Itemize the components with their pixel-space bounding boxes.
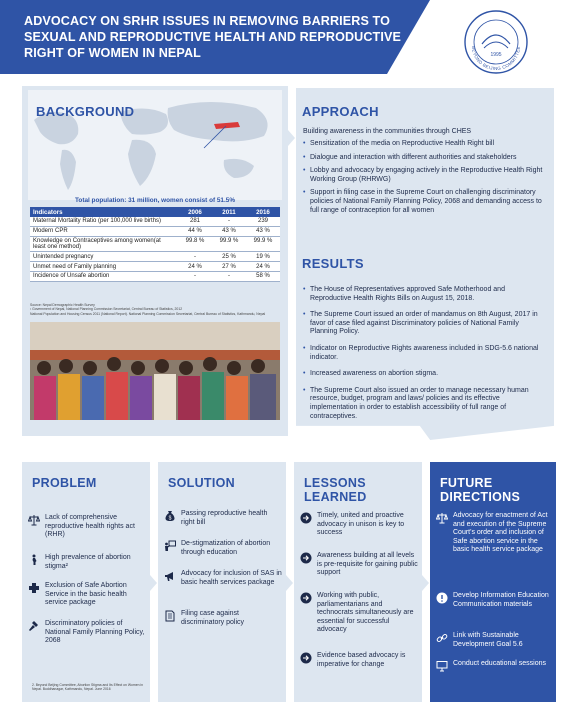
problem-item: Lack of comprehensive reproductive health rights act (RHR) [28,514,146,540]
connector-arrow [422,575,429,591]
table-row [30,226,280,236]
table-cell: Knowledge on Contraceptives among women(at least one method) [30,236,178,252]
note-line: ¹ Government of Nepal, National Planning Commission Secretariat, Central Bureau of Statistics, 2012 [30,307,183,312]
future-item: Conduct educational sessions [436,660,552,669]
future-heading [440,476,520,504]
table-cell: 43 % [212,226,246,236]
note-line: Source: Nepal Demographic Health Survey [30,303,95,307]
approach-intro: Building awareness in the communities through CHES [303,128,472,135]
table-cell: Incidence of Unsafe abortion [30,271,178,281]
document-icon [164,610,176,622]
table-row [30,252,280,262]
table-header-row [30,207,280,217]
scales-icon [28,514,40,526]
lessons-item: Working with public, parliamentarians and technocrats simultaneously are essential for successful advocacy [300,592,418,635]
table-row [30,236,280,252]
future-item: Link with Sustainable Development Goal 5.6 [436,632,552,649]
megaphone-icon [164,570,176,582]
presentation-board-icon [436,660,448,672]
table-cell: 99.9 % [246,236,280,252]
lessons-item: Timely, united and proactive advocacy in unison is key to success [300,512,418,538]
solution-item: Filing case against discriminatory policy [164,610,282,627]
background-heading: BACKGROUND [36,104,135,119]
list-item: • Indicator on Reproductive Rights awareness included in SDG-5.6 national indicator. [303,345,547,362]
problem-footnote: 2. Beyond Beijing Committee, Abortion Stigma and Its Effect on Women in Nepal. Buddhanagar, Kathmandu, Nepal. June 2016 [32,683,144,692]
table-cell: 43 % [246,226,280,236]
approach-heading: APPROACH [302,104,379,119]
table-cell: Unmet need of Family planning [30,262,178,272]
future-heading-line: FUTURE [440,476,493,490]
list-item: • Dialogue and interaction with different authorities and stakeholders [303,154,547,163]
lessons-item: Awareness building at all levels is pre-requisite for gaining public support [300,552,418,578]
future-column [430,462,556,702]
indicators-table [30,207,280,282]
teacher-icon [164,540,176,552]
list-item: • Increased awareness on abortion stigma. [303,370,547,379]
table-cell: Modern CPR [30,226,178,236]
scales-icon [436,512,448,524]
problem-item: Exclusion of Safe Abortion Service in the basic health service package [28,582,146,608]
table-cell: 24 % [178,262,212,272]
results-heading: RESULTS [302,256,364,271]
lessons-heading [304,476,367,504]
connector-arrow [288,130,295,146]
table-cell: - [212,271,246,281]
lessons-heading-line: LESSONS [304,476,366,490]
table-cell: - [178,252,212,262]
link-icon [436,632,448,644]
list-item: • Sensitization of the media on Reproductive Health Right bill [303,140,547,149]
lessons-heading-line: LEARNED [304,490,367,504]
money-bag-icon [164,510,176,522]
population-caption: Total population: 31 million, women consist of 51.5% [74,197,236,204]
solution-item: De-stigmatization of abortion through education [164,540,282,557]
arrow-right-circle-icon [300,592,312,604]
table-cell: 239 [246,217,280,226]
connector-arrow [286,575,293,591]
arrow-right-circle-icon [300,652,312,664]
exclamation-icon [436,592,448,604]
logo-text: BEYOND BEIJING COMMITTEE [470,45,522,72]
future-item: Advocacy for enactment of Act and execution of the Supreme Court's order and inclusion of Safe abortion service in the basic health service package [436,512,552,555]
solution-heading: SOLUTION [168,476,235,490]
gavel-icon [28,620,40,632]
solution-item: Advocacy for inclusion of SAS in basic health services package [164,570,282,587]
medical-cross-icon [28,582,40,594]
table-cell: 99.9 % [212,236,246,252]
problem-column [22,462,150,702]
page-title: ADVOCACY ON SRHR ISSUES IN REMOVING BARRIERS TO SEXUAL AND REPRODUCTIVE HEALTH AND REPRODUCTIVE RIGHT OF WOMEN IN NEPAL [24,14,401,60]
list-item: • The Supreme Court issued an order of mandamus on 8th August, 2017 in favor of case filed against Discriminatory policies of National Family Planning Policy. [303,311,547,337]
table-cell: 44 % [178,226,212,236]
logo-year: 1995 [490,52,502,58]
table-cell: - [178,271,212,281]
problem-item: High prevalence of abortion stigma² [28,554,146,571]
column-header: 2011 [212,207,246,217]
organization-logo [462,8,530,76]
solution-item: $ Passing reproductive health right bill [164,510,282,527]
table-row [30,262,280,272]
table-cell: - [212,217,246,226]
arrow-right-circle-icon [300,552,312,564]
column-header: 2016 [246,207,280,217]
table-cell: Unintended pregnancy [30,252,178,262]
approach-list [303,140,547,220]
problem-heading: PROBLEM [32,476,97,490]
future-heading-line: DIRECTIONS [440,490,521,504]
pregnant-woman-icon [28,554,40,566]
problem-item: Discriminatory policies of National Family Planning Policy, 2068 [28,620,146,646]
column-header: Indicators [30,207,178,217]
list-item: • The House of Representatives approved Safe Motherhood and Reproductive Health Rights Bills on August 15, 2018. [303,286,547,303]
table-cell: 281 [178,217,212,226]
arrow-right-circle-icon [300,512,312,524]
list-item: • Lobby and advocacy by engaging actively in the Reproductive Health Right Working Group (RHRWG) [303,167,547,184]
table-cell: Maternal Mortality Ratio (per 100,000 live births) [30,217,178,226]
solution-column [158,462,286,702]
table-cell: 19 % [246,252,280,262]
table-cell: 27 % [212,262,246,272]
table-cell: 25 % [212,252,246,262]
column-header: 2006 [178,207,212,217]
svg-text:$: $ [168,515,172,522]
note-line: National Population and Housing Census 2011 (National Report). National Planning Commission Secretariat, Central Bureau of Statistics, Kathmandu, Nepal [30,311,266,316]
lessons-column [294,462,422,702]
workshop-photo [30,322,280,420]
table-cell: 58 % [246,271,280,281]
table-source-notes [30,303,280,316]
table-cell: 24 % [246,262,280,272]
list-item: • The Supreme Court also issued an order to manage necessary human resource, budget, program and laws/ policies and its effective implementation in order to establish accessibility of full range of contraceptives. [303,387,547,421]
table-row [30,217,280,226]
list-item: • Support in filing case in the Supreme Court on challenging discriminatory policies of National Family Planning Policy, 2068 and demanding access to full range of contraception for all women [303,189,547,215]
table-row [30,271,280,281]
lessons-item: Evidence based advocacy is imperative for change [300,652,418,669]
future-item: Develop Information Education Communication materials [436,592,552,609]
table-cell: 99.8 % [178,236,212,252]
results-list [303,286,547,426]
connector-arrow [150,575,157,591]
